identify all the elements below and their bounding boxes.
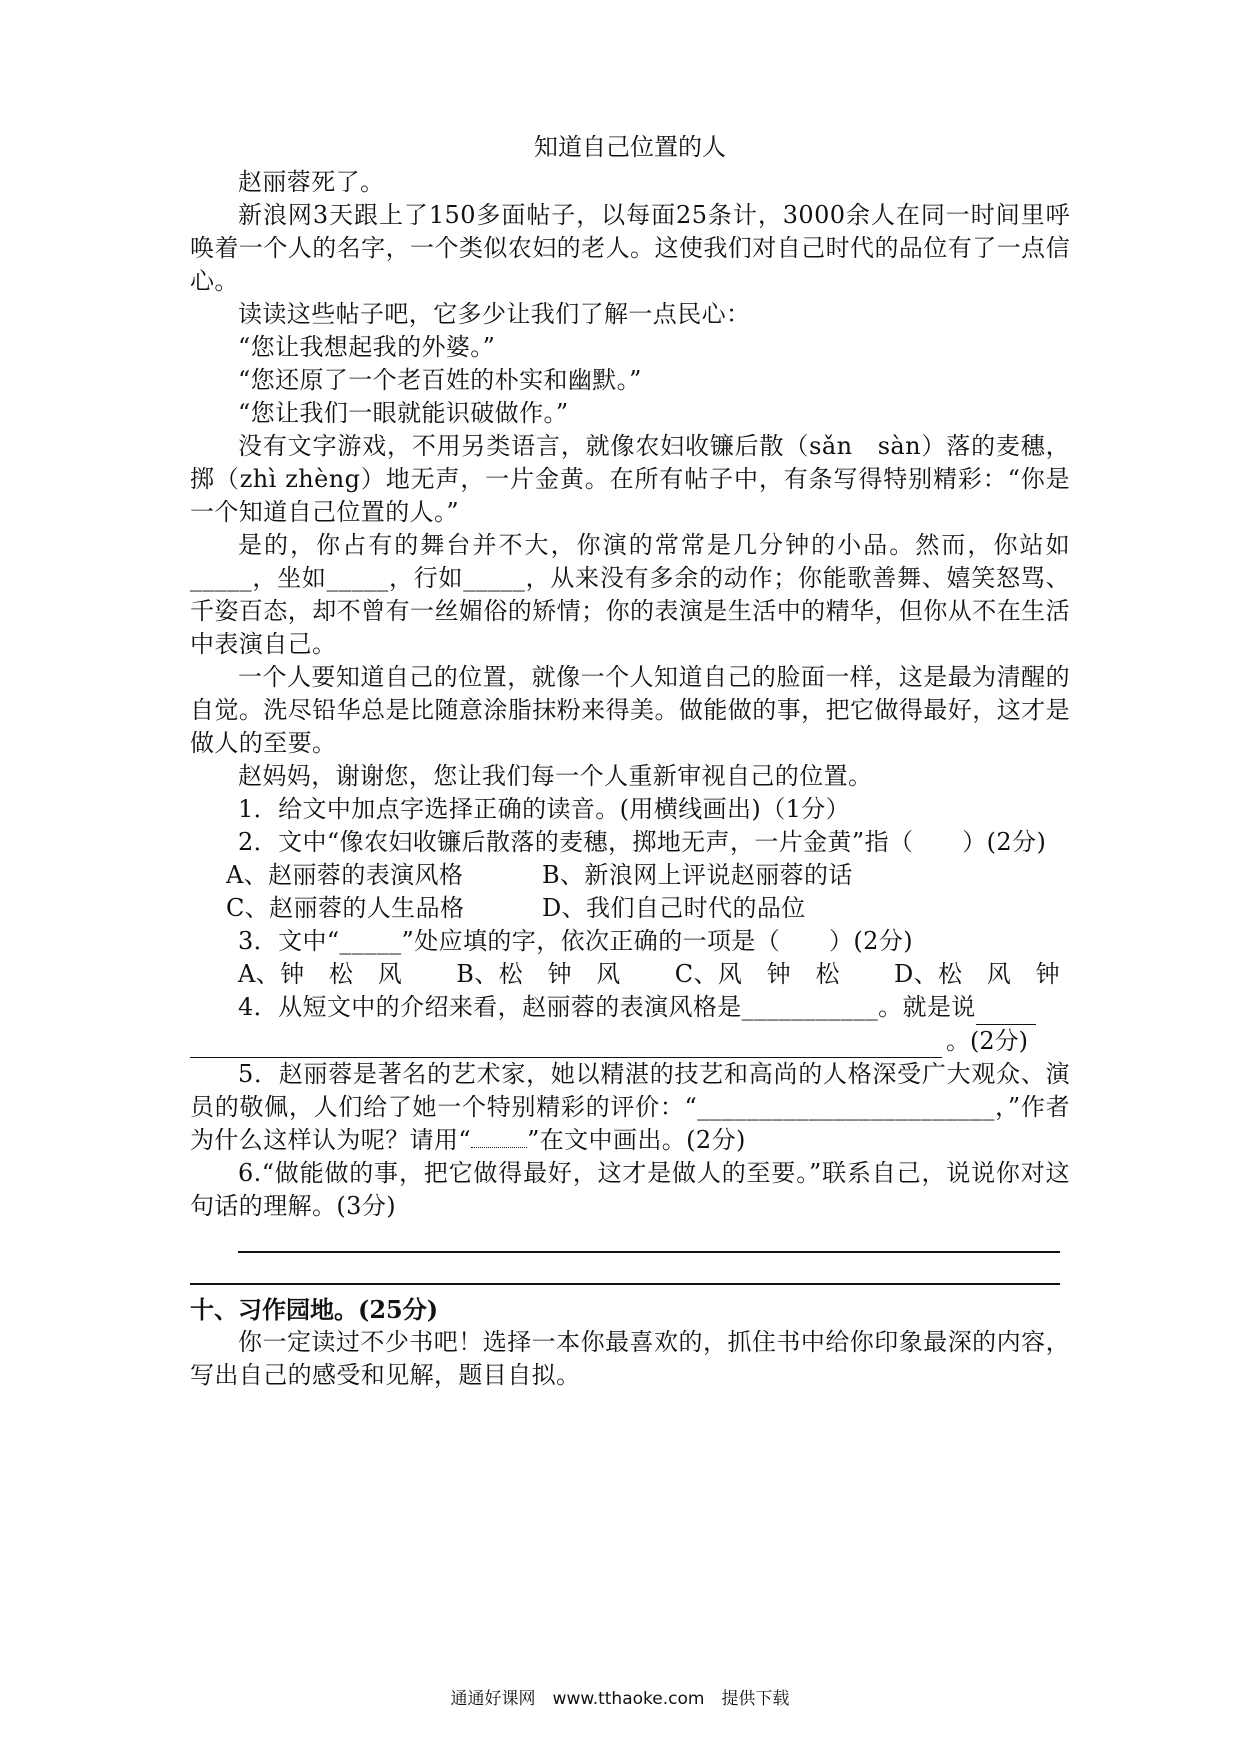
question-4 bbox=[190, 991, 1070, 1025]
quote: “您还原了一个老百姓的朴实和幽默。” bbox=[238, 366, 642, 394]
quote: “您让我想起我的外婆。” bbox=[238, 333, 496, 361]
option-a: A、钟 松 风 bbox=[238, 960, 403, 988]
document-body bbox=[190, 132, 1070, 1392]
question-4-score: 。(2分) bbox=[946, 1027, 1028, 1055]
question-6: 6.“做能做的事，把它做得最好，这才是做人的至要。”联系自己，说说你对这句话的理解。(3分) bbox=[190, 1159, 1070, 1220]
paragraph: 赵妈妈，谢谢您，您让我们每一个人重新审视自己的位置。 bbox=[238, 762, 873, 790]
question-4-text: 4．从短文中的介绍来看，赵丽蓉的表演风格是___________。就是说 bbox=[238, 993, 976, 1021]
option-d: D、我们自己时代的品位 bbox=[542, 894, 806, 922]
question-5 bbox=[190, 1058, 1070, 1157]
paragraph: 是的，你占有的舞台并不大，你演的常常是几分钟的小品。然而，你站如_____，坐如_____，行如_____，从来没有多余的动作；你能歌善舞、嬉笑怒骂、千姿百态，却不曾有一丝媚俗的矫情；你的表演是生活中的精华，但你从不在生活中表演自己。 bbox=[190, 531, 1070, 658]
question-5-tail: ”在文中画出。(2分) bbox=[527, 1126, 746, 1154]
question-2-options-row-2 bbox=[190, 892, 1070, 925]
option-b: B、松 钟 风 bbox=[456, 960, 621, 988]
article-title: 知道自己位置的人 bbox=[534, 133, 726, 161]
question-1: 1．给文中加点字选择正确的读音。(用横线画出)（1分） bbox=[238, 795, 851, 823]
question-4-answer-line bbox=[190, 1025, 1070, 1058]
answer-blank[interactable] bbox=[976, 991, 1036, 1025]
paragraph: 一个人要知道自己的位置，就像一个人知道自己的脸面一样，这是最为清醒的自觉。洗尽铅华总是比随意涂脂抹粉来得美。做能做的事，把它做得最好，这才是做人的至要。 bbox=[190, 663, 1070, 757]
wavy-underline-sample bbox=[471, 1147, 527, 1148]
question-2-options-row-1 bbox=[190, 859, 1070, 892]
option-c: C、风 钟 松 bbox=[674, 960, 840, 988]
footer-credit: 通通好课网 www.tthaoke.com 提供下载 bbox=[450, 1689, 790, 1709]
question-5-text: 5．赵丽蓉是著名的艺术家，她以精湛的技艺和高尚的人格深受广大观众、演员的敬佩，人们给了她一个特别精彩的评价：“________________________，”作者为什么这样认为呢？请用“ bbox=[190, 1060, 1070, 1154]
composition-prompt: 你一定读过不少书吧！选择一本你最喜欢的，抓住书中给你印象最深的内容，写出自己的感受和见解，题目自拟。 bbox=[190, 1328, 1070, 1389]
paragraph: 没有文字游戏，不用另类语言，就像农妇收镰后散（sǎn sàn）落的麦穗，掷（zhì zhèng）地无声，一片金黄。在所有帖子中，有条写得特别精彩：“你是一个知道自己位置的人。” bbox=[190, 432, 1070, 526]
question-3-options bbox=[190, 958, 1070, 991]
paragraph: 读读这些帖子吧，它多少让我们了解一点民心： bbox=[238, 300, 751, 328]
quote: “您让我们一眼就能识破做作。” bbox=[238, 399, 569, 427]
section-heading: 十、习作园地。(25分) bbox=[190, 1295, 439, 1324]
option-d: D、松 风 钟 bbox=[893, 960, 1060, 988]
option-b: B、新浪网上评说赵丽蓉的话 bbox=[542, 861, 853, 889]
option-a: A、赵丽蓉的表演风格 bbox=[226, 861, 464, 889]
paragraph: 赵丽蓉死了。 bbox=[238, 168, 385, 196]
answer-blank[interactable] bbox=[190, 1033, 942, 1058]
option-c: C、赵丽蓉的人生品格 bbox=[226, 894, 465, 922]
question-3: 3．文中“_____”处应填的字，依次正确的一项是（ ）(2分) bbox=[238, 927, 914, 955]
question-2: 2．文中“像农妇收镰后散落的麦穗，掷地无声，一片金黄”指（ ）(2分) bbox=[238, 828, 1047, 856]
paragraph: 新浪网3天跟上了150多面帖子，以每面25条计，3000余人在同一时间里呼唤着一个人的名字，一个类似农妇的老人。这使我们对自己时代的品位有了一点信心。 bbox=[190, 201, 1070, 295]
